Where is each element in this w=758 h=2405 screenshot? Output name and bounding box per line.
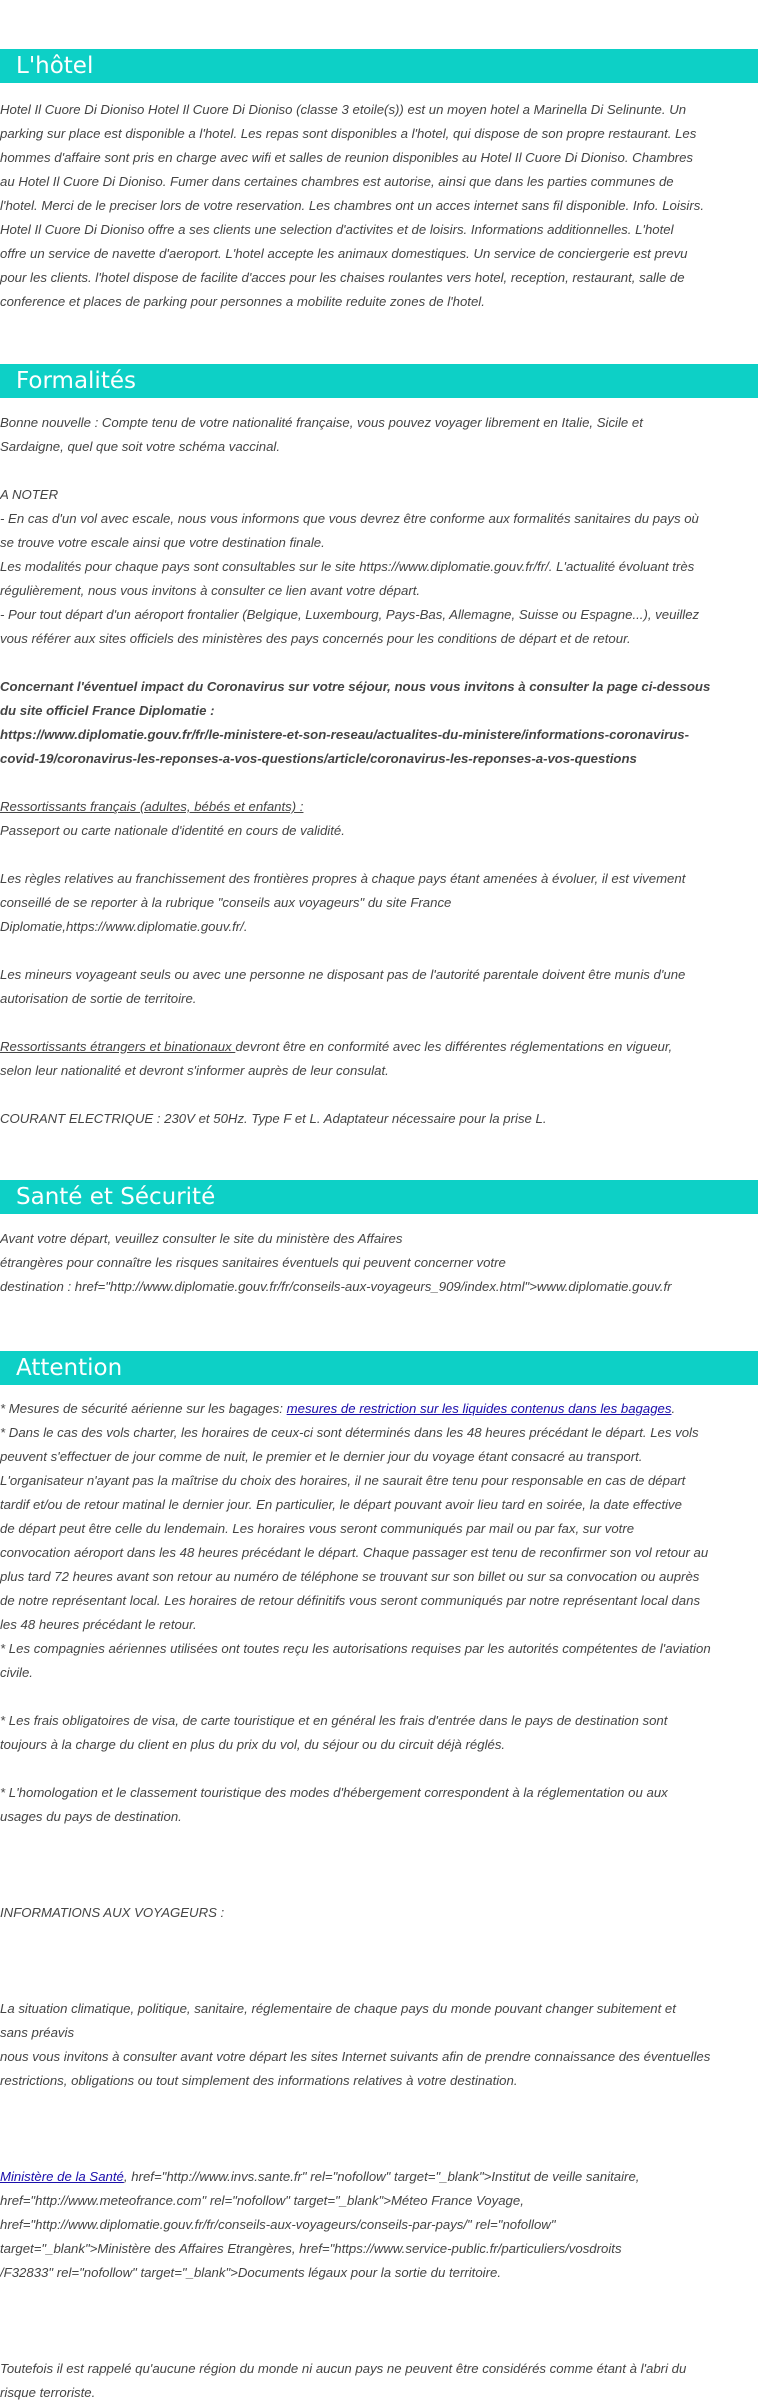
accommodation-line: * L'homologation et le classement touristique des modes d'hébergement correspondent à la réglementation ou aux	[0, 1785, 668, 1800]
traveler-info-line: nous vous invitons à consulter avant votre départ les sites Internet suivants afin de prendre connaissance des éventuelles	[0, 2049, 711, 2064]
hotel-line: au Hotel Il Cuore Di Dioniso. Fumer dans certaines chambres est autorise, ainsi que dans les parties communes de	[0, 174, 674, 189]
french-nationals-heading: Ressortissants français (adultes, bébés et enfants) :	[0, 799, 304, 814]
section-banner-formalites	[0, 364, 758, 398]
section-banner-sante	[0, 1180, 758, 1214]
minors-line: autorisation de sortie de territoire.	[0, 991, 197, 1006]
french-nationals	[0, 795, 758, 843]
border-rules	[0, 867, 758, 939]
traveler-info-line: La situation climatique, politique, sanitaire, réglementaire de chaque pays du monde pouvant changer subitement et	[0, 2001, 676, 2016]
traveler-info-heading	[0, 1901, 758, 1925]
useful-links-text: , href="http://www.invs.sante.fr" rel="nofollow" target="_blank">Institut de veille sanitaire,	[123, 2169, 640, 2184]
traveler-info-title: INFORMATIONS AUX VOYAGEURS :	[0, 1905, 225, 1920]
attention-line: civile.	[0, 1665, 33, 1680]
baggage-security-text: * Mesures de sécurité aérienne sur les bagages:	[0, 1401, 287, 1416]
section-title-formalites: Formalités	[16, 368, 136, 394]
sante-line: étrangères pour connaître les risques sanitaires éventuels qui peuvent concerner votre	[0, 1255, 506, 1270]
hotel-line: conference et places de parking pour personnes a mobilite reduite zones de l'hotel.	[0, 294, 485, 309]
useful-links-line: target="_blank">Ministère des Affaires Etrangères, href="https://www.service-public.fr/particuliers/vosdroits	[0, 2241, 622, 2256]
traveler-info-text	[0, 1997, 758, 2093]
section-title-hotel: L'hôtel	[16, 53, 94, 79]
hotel-line: l'hotel. Merci de le preciser lors de votre reservation. Les chambres ont un acces internet sans fil disponible. Info. Loisirs.	[0, 198, 704, 213]
attention-line: * Les compagnies aériennes utilisées ont toutes reçu les autorisations requises par les autorités compétentes de l'aviation	[0, 1641, 711, 1656]
accommodation-rating	[0, 1781, 758, 1829]
section-banner-attention	[0, 1351, 758, 1385]
hotel-line: pour les clients. l'hotel dispose de facilite d'acces pour les chaises roulantes vers hotel, reception, restaurant, salle de	[0, 270, 685, 285]
accommodation-line: usages du pays de destination.	[0, 1809, 182, 1824]
coronavirus-line: Concernant l'éventuel impact du Coronavirus sur votre séjour, nous vous invitons à consulter la page ci-dessous	[0, 679, 711, 694]
coronavirus-line: https://www.diplomatie.gouv.fr/fr/le-ministere-et-son-reseau/actualites-du-ministere/informations-coronavirus-	[0, 727, 690, 742]
terrorism-line: risque terroriste.	[0, 2385, 96, 2400]
attention-line: plus tard 72 heures avant son retour au numéro de téléphone se trouvant sur son billet ou sur sa convocation ou auprès	[0, 1569, 700, 1584]
useful-links-line: href="http://www.diplomatie.gouv.fr/fr/conseils-aux-voyageurs/conseils-par-pays/" rel="nofollow"	[0, 2217, 556, 2232]
sante-text	[0, 1227, 758, 1299]
coronavirus-line: covid-19/coronavirus-les-reponses-a-vos-questions/article/coronavirus-les-reponses-a-vos-questions	[0, 751, 637, 766]
minors-line: Les mineurs voyageant seuls ou avec une personne ne disposant pas de l'autorité parentale doivent être munis d'une	[0, 967, 686, 982]
useful-links	[0, 2165, 758, 2285]
attention-line: convocation aéroport dans les 48 heures précédant le départ. Chaque passager est tenu de reconfirmer son vol retour au	[0, 1545, 709, 1560]
traveler-info-line: restrictions, obligations ou tout simplement des informations relatives à votre destination.	[0, 2073, 518, 2088]
attention-text	[0, 1397, 758, 1685]
formalites-line: - En cas d'un vol avec escale, nous vous informons que vous devrez être conforme aux formalités sanitaires du pays où	[0, 511, 699, 526]
section-banner-hotel	[0, 49, 758, 83]
punctuation: .	[671, 1401, 676, 1416]
visa-fees	[0, 1709, 758, 1757]
formalites-line: régulièrement, nous vous invitons à consulter ce lien avant votre départ.	[0, 583, 421, 598]
border-rules-line: Diplomatie,https://www.diplomatie.gouv.fr/.	[0, 919, 248, 934]
attention-line: L'organisateur n'ayant pas la maîtrise du choix des horaires, il ne saurait être tenu pour responsable en cas de départ	[0, 1473, 686, 1488]
section-title-attention: Attention	[16, 1355, 123, 1381]
attention-line: * Dans le cas des vols charter, les horaires de ceux-ci sont déterminés dans les 48 heures précédant le départ. Les vols	[0, 1425, 699, 1440]
attention-line: de départ peut être celle du lendemain. Les horaires vous seront communiqués par mail ou par fax, sur votre	[0, 1521, 635, 1536]
foreign-nationals-heading: Ressortissants étrangers et binationaux	[0, 1039, 236, 1054]
foreign-nationals	[0, 1035, 758, 1083]
terrorism-warning	[0, 2357, 758, 2405]
attention-line: les 48 heures précédant le retour.	[0, 1617, 197, 1632]
formalites-intro	[0, 411, 758, 459]
attention-line: tardif et/ou de retour matinal le dernier jour. En particulier, le départ pouvant avoir lieu tard en soirée, la date effective	[0, 1497, 682, 1512]
useful-links-line: href="http://www.meteofrance.com" rel="nofollow" target="_blank">Méteo France Voyage,	[0, 2193, 524, 2208]
electric-current-text: COURANT ELECTRIQUE : 230V et 50Hz. Type F et L. Adaptateur nécessaire pour la prise L.	[0, 1111, 547, 1126]
useful-links-line: /F32833" rel="nofollow" target="_blank">Documents légaux pour la sortie du territoire.	[0, 2265, 501, 2280]
formalites-note	[0, 483, 758, 651]
hotel-line: Hotel Il Cuore Di Dioniso offre a ses clients une selection d'activites et de loisirs. Informations additionnelles. L'hotel	[0, 222, 674, 237]
attention-line: de notre représentant local. Les horaires de retour définitifs vous seront communiqués par notre représentant local dans	[0, 1593, 701, 1608]
hotel-line: Hotel Il Cuore Di Dioniso Hotel Il Cuore Di Dioniso (classe 3 etoile(s)) est un moyen hotel a Marinella Di Selinunte. Un	[0, 102, 687, 117]
formalites-line: vous référer aux sites officiels des ministères des pays concernés pour les conditions de départ et de retour.	[0, 631, 631, 646]
formalites-line: Bonne nouvelle : Compte tenu de votre nationalité française, vous pouvez voyager librement en Italie, Sicile et	[0, 415, 643, 430]
sante-line: destination : href="http://www.diplomatie.gouv.fr/fr/conseils-aux-voyageurs_909/index.html">www.diplomatie.gouv.fr	[0, 1279, 672, 1294]
section-title-sante: Santé et Sécurité	[16, 1184, 216, 1210]
hotel-description	[0, 98, 758, 314]
health-ministry-link[interactable]: Ministère de la Santé	[0, 2169, 124, 2184]
hotel-line: offre un service de navette d'aeroport. L'hotel accepte les animaux domestiques. Un service de conciergerie est prevu	[0, 246, 688, 261]
terrorism-line: Toutefois il est rappelé qu'aucune région du monde ni aucun pays ne peuvent être considérés comme étant à l'abri du	[0, 2361, 687, 2376]
electric-current	[0, 1107, 758, 1131]
border-rules-line: Les règles relatives au franchissement des frontières propres à chaque pays étant amenées à évoluer, il est vivement	[0, 871, 686, 886]
coronavirus-line: du site officiel France Diplomatie :	[0, 703, 215, 718]
foreign-nationals-text: devront être en conformité avec les différentes réglementations en vigueur,	[235, 1039, 673, 1054]
foreign-nationals-line: selon leur nationalité et devront s'informer auprès de leur consulat.	[0, 1063, 389, 1078]
traveler-info-line: sans préavis	[0, 2025, 75, 2040]
french-nationals-text: Passeport ou carte nationale d'identité en cours de validité.	[0, 823, 345, 838]
hotel-line: parking sur place est disponible a l'hotel. Les repas sont disponibles a l'hotel, qui dispose de son propre restaurant. Les	[0, 126, 697, 141]
attention-line: peuvent s'effectuer de jour comme de nuit, le premier et le dernier jour du voyage étant consacré au transport.	[0, 1449, 643, 1464]
formalites-line: se trouve votre escale ainsi que votre destination finale.	[0, 535, 325, 550]
liquids-restriction-link[interactable]: mesures de restriction sur les liquides contenus dans les bagages	[286, 1401, 672, 1416]
minors-rules	[0, 963, 758, 1011]
visa-fees-line: toujours à la charge du client en plus du prix du vol, du séjour ou du circuit déjà réglés.	[0, 1737, 506, 1752]
formalites-line: - Pour tout départ d'un aéroport frontalier (Belgique, Luxembourg, Pays-Bas, Allemagne, Suisse ou Espagne...), veuillez	[0, 607, 700, 622]
coronavirus-notice	[0, 675, 758, 771]
formalites-line: A NOTER	[0, 487, 59, 502]
sante-line: Avant votre départ, veuillez consulter le site du ministère des Affaires	[0, 1231, 403, 1246]
border-rules-line: conseillé de se reporter à la rubrique "conseils aux voyageurs" du site France	[0, 895, 452, 910]
visa-fees-line: * Les frais obligatoires de visa, de carte touristique et en général les frais d'entrée dans le pays de destination sont	[0, 1713, 668, 1728]
formalites-line: Les modalités pour chaque pays sont consultables sur le site https://www.diplomatie.gouv.fr/fr/. L'actualité évoluant très	[0, 559, 695, 574]
formalites-line: Sardaigne, quel que soit votre schéma vaccinal.	[0, 439, 281, 454]
hotel-line: hommes d'affaire sont pris en charge avec wifi et salles de reunion disponibles au Hotel Il Cuore Di Dioniso. Chambres	[0, 150, 694, 165]
